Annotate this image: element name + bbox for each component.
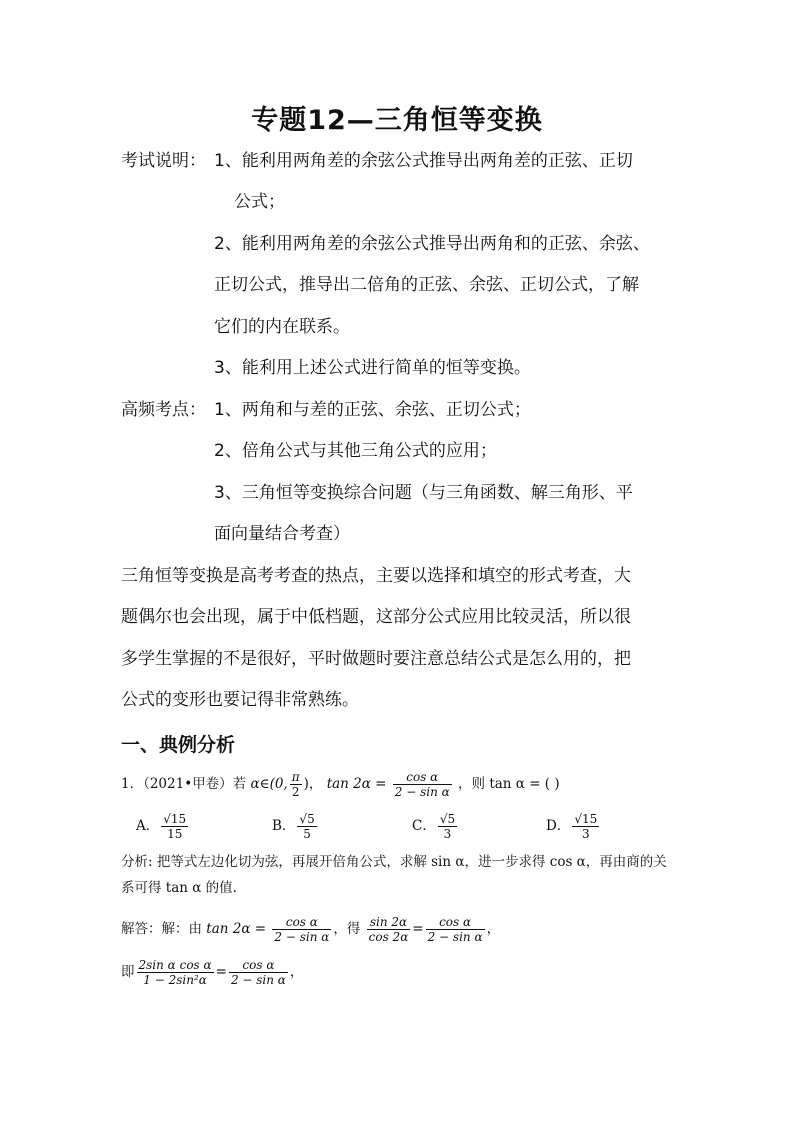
answer-prefix: 即 — [121, 964, 135, 980]
hot-points-item: 面向量结合考查） — [214, 524, 350, 544]
hot-points-item: 2、倍角公式与其他三角公式的应用； — [214, 441, 497, 461]
problem-condition-equation: tan 2α = — [326, 776, 387, 792]
answer-fraction — [137, 958, 214, 987]
fraction-denominator: 2 − sin α — [394, 785, 450, 799]
problem-condition-end: )， — [303, 776, 323, 792]
equals-sign: = — [412, 921, 424, 937]
problem-condition-range: α∈(0, — [250, 776, 288, 792]
exam-note-item: 正切公式，推导出二倍角的正弦、余弦、正切公式，了解 — [214, 275, 639, 295]
option-fraction — [161, 812, 188, 841]
answer-end: ， — [289, 964, 304, 980]
fraction-numerator: π — [291, 770, 300, 784]
option-label: D． — [546, 818, 571, 834]
exam-note-item: 2、能利用两角差的余弦公式推导出两角和的正弦、余弦、 — [214, 234, 650, 254]
exam-note-item: 3、能利用上述公式进行简单的恒等变换。 — [214, 358, 531, 378]
fraction-denominator: 2 − sin α — [274, 930, 330, 944]
option-label: A． — [136, 818, 160, 834]
fraction-numerator: sin 2α — [369, 915, 408, 929]
fraction-numerator: √5 — [439, 812, 456, 826]
problem-fraction — [393, 770, 452, 799]
fraction-denominator: 15 — [161, 826, 188, 841]
section-heading: 一、典例分析 — [121, 734, 236, 756]
option-fraction — [438, 812, 457, 841]
option-a — [136, 812, 190, 841]
exam-note-item: 公式； — [234, 192, 285, 212]
answer-fraction — [229, 958, 288, 987]
option-fraction — [572, 812, 599, 841]
equals-sign: = — [215, 964, 227, 980]
option-d — [546, 812, 601, 841]
fraction-numerator: √5 — [299, 812, 315, 826]
answer-fraction — [426, 915, 485, 944]
analysis-line: 系可得 tan α 的值. — [121, 880, 237, 896]
option-c — [412, 812, 459, 841]
option-b — [272, 812, 319, 841]
fraction-denominator: 2 − sin α — [230, 973, 286, 987]
fraction-numerator: cos α — [285, 915, 318, 929]
answer-fraction — [272, 915, 331, 944]
option-fraction — [297, 812, 316, 841]
fraction-denominator: 2 — [290, 784, 302, 799]
fraction-numerator: √15 — [163, 812, 187, 826]
answer-lhs: tan 2α = — [206, 921, 267, 937]
fraction-denominator: cos 2α — [368, 930, 409, 944]
analysis-line: 分析: 把等式左边化切为弦，再展开倍角公式，求解 sin α，进一步求得 cos α，再由商的关 — [121, 854, 667, 870]
exam-note-item: 它们的内在联系。 — [214, 317, 350, 337]
fraction-numerator: cos α — [242, 958, 275, 972]
pi-over-two-fraction — [290, 770, 302, 799]
option-label: B． — [272, 818, 296, 834]
fraction-numerator: √15 — [574, 812, 598, 826]
intro-paragraph-line: 公式的变形也要记得非常熟练。 — [121, 690, 359, 710]
exam-note-label: 考试说明： — [121, 151, 206, 171]
hot-points-label: 高频考点： — [121, 400, 206, 420]
problem-prefix: 1．（2021•甲卷）若 — [121, 776, 247, 792]
fraction-denominator: 3 — [572, 826, 599, 841]
problem-question: ，则 tan α = ( ) — [458, 776, 560, 792]
answer-prefix: 解答：解：由 — [121, 921, 202, 937]
fraction-denominator: 2 − sin α — [427, 930, 483, 944]
intro-paragraph-line: 题偶尔也会出现，属于中低档题，这部分公式应用比较灵活，所以很 — [121, 607, 631, 627]
answer-fraction — [367, 915, 411, 944]
intro-paragraph-line: 多学生掌握的不是很好，平时做题时要注意总结公式是怎么用的，把 — [121, 649, 631, 669]
hot-points-item: 3、三角恒等变换综合问题（与三角函数、解三角形、平 — [214, 483, 633, 503]
option-label: C． — [412, 818, 436, 834]
answer-line-2 — [121, 958, 303, 987]
answer-end: ， — [486, 921, 501, 937]
fraction-numerator: cos α — [439, 915, 472, 929]
fraction-numerator: cos α — [406, 770, 439, 784]
page-title: 专题12—三角恒等变换 — [251, 105, 543, 136]
exam-note-item: 1、能利用两角差的余弦公式推导出两角差的正弦、正切 — [214, 151, 633, 171]
fraction-denominator: 3 — [438, 826, 457, 841]
fraction-denominator: 1 − 2sin²α — [137, 972, 214, 987]
intro-paragraph-line: 三角恒等变换是高考考查的热点，主要以选择和填空的形式考查，大 — [121, 566, 631, 586]
answer-line-1 — [121, 915, 500, 944]
problem-statement — [121, 770, 560, 799]
answer-connector: ，得 — [333, 921, 361, 937]
fraction-numerator: 2sin α cos α — [138, 958, 212, 972]
hot-points-item: 1、两角和与差的正弦、余弦、正切公式； — [214, 400, 531, 420]
fraction-denominator: 5 — [297, 826, 316, 841]
